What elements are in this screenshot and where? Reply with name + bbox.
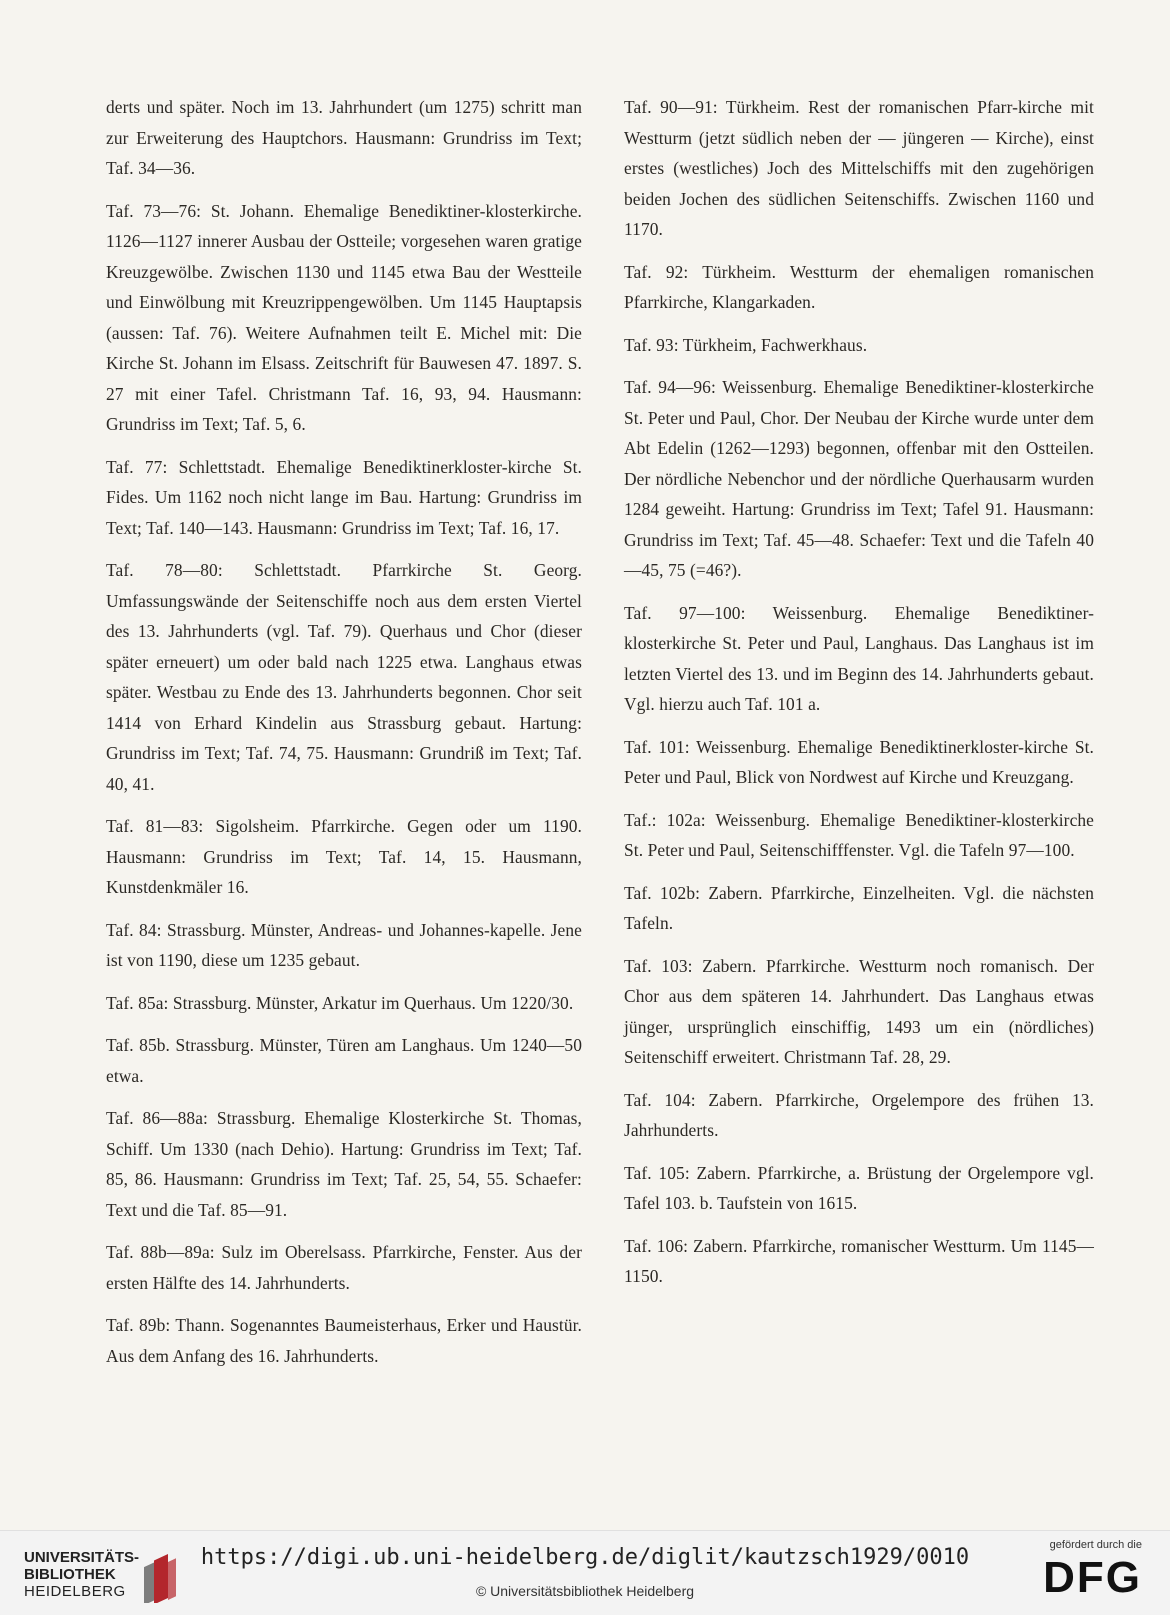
text-paragraph: Taf. 97—100: Weissenburg. Ehemalige Benediktiner-klosterkirche St. Peter und Paul, Langhaus. Das Langhaus ist im letzten Viertel des 13. und im Beginn des 14. Jahrhunderts gebaut. Vgl. hierzu auch Taf. 101 a. [624,602,1094,714]
text-paragraph: Taf. 106: Zabern. Pfarrkirche, romanischer Westturm. Um 1145—1150. [624,1235,1094,1286]
text-paragraph: Taf. 101: Weissenburg. Ehemalige Benediktinerkloster-kirche St. Peter und Paul, Blick von Nordwest auf Kirche und Kreuzgang. [624,736,1094,787]
text-paragraph: Taf. 85b. Strassburg. Münster, Türen am Langhaus. Um 1240—50 etwa. [106,1035,582,1086]
document-url-link[interactable]: https://digi.ub.uni-heidelberg.de/diglit/kautzsch1929/0010 [200,1545,970,1570]
text-paragraph: Taf. 73—76: St. Johann. Ehemalige Benediktiner-klosterkirche. 1126—1127 innerer Ausbau der Ostteile; vorgesehen waren gratige Kreuzgewölbe. Zwischen 1130 und 1145 etwa Bau der Westteile und Einwölbung mit Kreuzrippengewölben. Um 1145 Hauptapsis (aussen: Taf. 76). Weitere Aufnahmen teilt E. Michel mit: Die Kirche St. Johann im Elsass. Zeitschrift für Bauwesen 47. 1897. S. 27 mit einer Tafel. Christmann Taf. 16, 93, 94. Hausmann: Grundriss im Text; Taf. 5, 6. [106,200,582,434]
text-paragraph: Taf. 90—91: Türkheim. Rest der romanischen Pfarr-kirche mit Westturm (jetzt südlich neben der — jüngeren — Kirche), einst erstes (westliches) Joch des Mittelschiffs mit den zugehörigen beiden Jochen des südlichen Seitenschiffs. Zwischen 1160 und 1170. [624,97,1094,239]
text-paragraph: Taf. 102b: Zabern. Pfarrkirche, Einzelheiten. Vgl. die nächsten Tafeln. [624,882,1094,933]
text-paragraph: Taf. 84: Strassburg. Münster, Andreas- und Johannes-kapelle. Jene ist von 1190, diese um 1235 gebaut. [106,919,582,970]
text-paragraph: Taf. 77: Schlettstadt. Ehemalige Benediktinerkloster-kirche St. Fides. Um 1162 noch nicht lange im Bau. Hartung: Grundriss im Text; Taf. 140—143. Hausmann: Grundriss im Text; Taf. 16, 17. [106,456,582,538]
funded-by-caption: gefördert durch die [1049,1539,1142,1551]
text-paragraph: Taf. 85a: Strassburg. Münster, Arkatur im Querhaus. Um 1220/30. [106,992,574,1013]
text-paragraph: Taf. 89b: Thann. Sogenanntes Baumeisterhaus, Erker und Haustür. Aus dem Anfang des 16. Jahrhunderts. [106,1315,582,1366]
text-paragraph: Taf. 93: Türkheim, Fachwerkhaus. [624,334,868,355]
text-paragraph: Taf. 86—88a: Strassburg. Ehemalige Klosterkirche St. Thomas, Schiff. Um 1330 (nach Dehio). Hartung: Grundriss im Text; Taf. 85, 86. Hausmann: Grundriss im Text; Taf. 25, 54, 55. Schaefer: Text und die Taf. 85—91. [106,1108,582,1220]
text-paragraph: Taf. 94—96: Weissenburg. Ehemalige Benediktiner-klosterkirche St. Peter und Paul, Chor. Der Neubau der Kirche wurde unter dem Abt Edelin (1262—1293) begonnen, offenbar mit den Ostteilen. Der nördliche Nebenchor und der nördliche Querhausarm wurden 1284 geweiht. Hartung: Grundriss im Text; Tafel 91. Hausmann: Grundriss im Text; Taf. 45—48. Schaefer: Text und die Tafeln 40—45, 75 (=46?). [624,377,1094,580]
left-column [106,92,582,1383]
library-name-line: BIBLIOTHEK [24,1566,116,1583]
text-paragraph: derts und später. Noch im 13. Jahrhundert (um 1275) schritt man zur Erweiterung des Hauptchors. Hausmann: Grundriss im Text; Taf. 34—36. [106,97,582,178]
copyright-notice: © Universitätsbibliothek Heidelberg [475,1583,695,1599]
dfg-logo[interactable] [1030,1539,1142,1607]
library-name-line: HEIDELBERG [24,1583,126,1600]
text-paragraph: Taf. 105: Zabern. Pfarrkirche, a. Brüstung der Orgelempore vgl. Tafel 103. b. Taufstein von 1615. [624,1162,1094,1213]
text-paragraph: Taf. 103: Zabern. Pfarrkirche. Westturm noch romanisch. Der Chor aus dem späteren 14. Jahrhundert. Das Langhaus etwas jünger, ursprünglich einschiffig, 1493 um ein (nördliches) Seitenschiff erweitert. Christmann Taf. 28, 29. [624,955,1094,1067]
text-paragraph: Taf. 78—80: Schlettstadt. Pfarrkirche St. Georg. Umfassungswände der Seitenschiffe noch aus dem ersten Viertel des 13. Jahrhunderts (vgl. Taf. 79). Querhaus und Chor (dieser später erneuert) um oder bald nach 1225 etwa. Langhaus etwas später. Westbau zu Ende des 13. Jahrhunderts begonnen. Chor seit 1414 von Erhard Kindelin aus Strassburg gebaut. Hartung: Grundriss im Text; Taf. 74, 75. Hausmann: Grundriß im Text; Taf. 40, 41. [106,560,582,794]
footer-bar [0,1530,1170,1615]
library-name-line: UNIVERSITÄTS- [24,1549,140,1566]
right-column [624,92,1094,1304]
text-paragraph: Taf. 92: Türkheim. Westturm der ehemaligen romanischen Pfarrkirche, Klangarkaden. [624,261,1094,312]
text-paragraph: Taf. 81—83: Sigolsheim. Pfarrkirche. Gegen oder um 1190. Hausmann: Grundriss im Text; Taf. 14, 15. Hausmann, Kunstdenkmäler 16. [106,816,582,897]
text-paragraph: Taf.: 102a: Weissenburg. Ehemalige Benediktiner-klosterkirche St. Peter und Paul, Seitenschifffenster. Vgl. die Tafeln 97—100. [624,809,1094,860]
dfg-wordmark: DFG [1043,1553,1142,1602]
text-paragraph: Taf. 88b—89a: Sulz im Oberelsass. Pfarrkirche, Fenster. Aus der ersten Hälfte des 14. Jahrhunderts. [106,1242,582,1293]
text-paragraph: Taf. 104: Zabern. Pfarrkirche, Orgelempore des frühen 13. Jahrhunderts. [624,1089,1094,1140]
